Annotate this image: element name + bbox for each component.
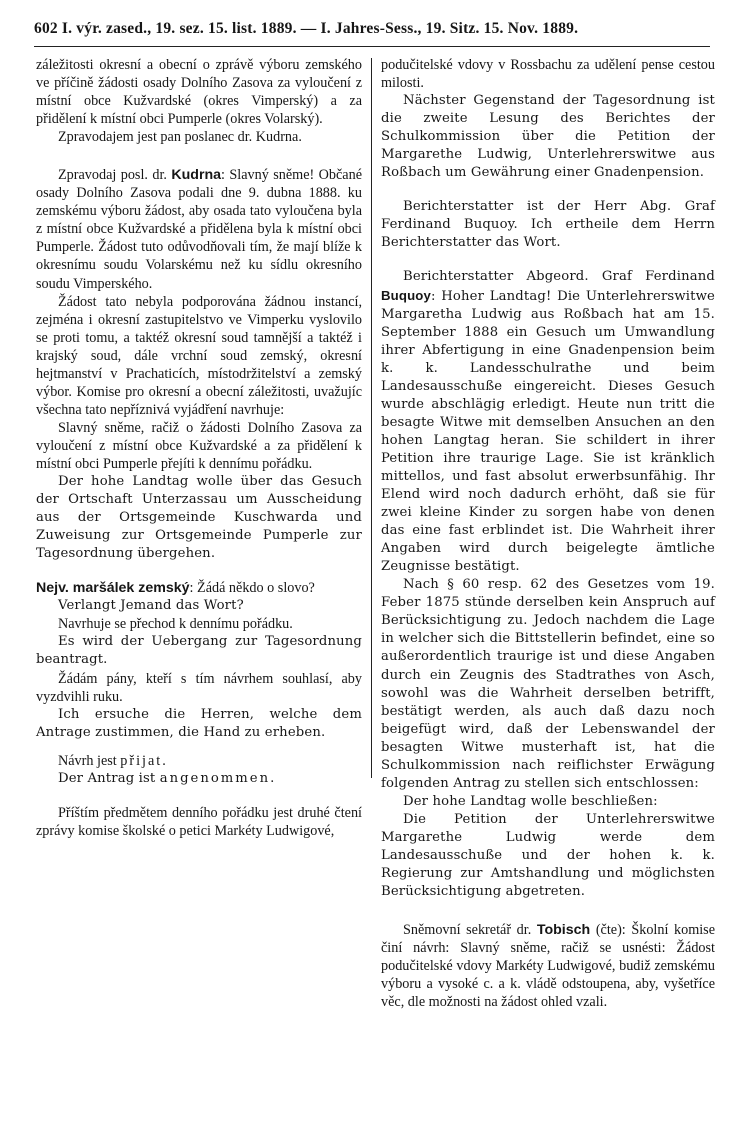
result-word: angenommen: [159, 770, 271, 786]
result-lead: Der Antrag ist: [58, 770, 156, 786]
paragraph-german: Berichterstatter ist der Herr Abg. Graf Ferdinand Buquoy. Ich ertheile dem Herrn Berichterstatter das Wort.: [381, 199, 715, 251]
speaker-lead: Zpravodaj posl. dr.: [58, 167, 167, 184]
speaker-paragraph: [381, 921, 715, 1011]
speech-text: : Žádá někdo o slovo?: [189, 580, 315, 597]
right-column: [381, 56, 715, 1011]
result-lead: Návrh jest: [58, 752, 117, 769]
result-word: přijat: [120, 752, 163, 769]
paragraph-german: Die Petition der Unterlehrerswitwe Margarethe Ludwig werde dem Landesausschuße und der hohen k. k. Regierung zur Amtshandlung und möglichsten Berücksichtigung abgetreten.: [381, 811, 715, 900]
speaker-lead: Berichterstatter Abgeord. Graf Ferdinand: [403, 269, 715, 285]
running-header: 602 I. výr. zased., 19. sez. 15. list. 1889. — I. Jahres-Sess., 19. Sitz. 15. Nov. 1889.: [34, 20, 579, 37]
speaker-paragraph: [36, 579, 362, 597]
result-line-german: Der Antrag ist angenommen.: [58, 770, 275, 786]
speech-text: (čte): Školní komise činí návrh: Slavný sněme, račiž se usnésti: Žádost podučitelské vdovy Markéty Ludwigové, budiž zemskému výboru a vysoké c. a k. vládě odstoupena, aby, vyšetříce věc, dle možnosti na žádost ohled vzali.: [381, 922, 715, 1011]
paragraph-german: Verlangt Jemand das Wort?: [58, 598, 244, 614]
paragraph-german: Ich ersuche die Herren, welche dem Antrage zustimmen, die Hand zu erheben.: [36, 706, 362, 740]
paragraph: Navrhuje se přechod k dennímu pořádku.: [58, 616, 293, 633]
speaker-name: Buquoy: [381, 287, 431, 303]
paragraph-german: Der hohe Landtag wolle über das Gesuch der Ortschaft Unterzassau um Ausscheidung aus der Ortsgemeinde Kuschwarda und Zuweisung zur Ortsgemeinde Pumperle zur Tagesordnung übergehen.: [36, 474, 362, 562]
speech-text: : Hoher Landtag! Die Unterlehrerswitwe Margaretha Ludwig aus Roßbach hat am 15. September 1888 ein Gesuch um Umwandlung ihrer Abfertigung in eine Gnadenpension beim k. k. Landesschulrathe und beim Landesausschuße eingereicht. Dieses Gesuch wurde abschlägig erledigt. Heute nun tritt die besagte Witwe mit demselben Ansuchen an den hohen Langtag heran. Sie schildert in ihrer Petition ihre traurige Lage. Sie ist kränklich mittellos, und fast absolut erwerbsunfähig. Ihr Elend wird noch dadurch erhöht, daß sie für zwei kleine Kinder zu sorgen habe von denen das eine fast erblindet ist. Die Wahrheit ihrer Angaben wird durch beigelegte ämtliche Zeugnisse bestätigt.: [381, 288, 715, 575]
column-divider: [371, 58, 372, 778]
speech-text: : Slavný sněme! Občané osady Dolního Zasova podali dne 9. dubna 1888. ku zemskému výboru žádost, aby osada tato vyloučena byla z místní obce Kužvardské a přidělena byla k místní obci Pumperle. Žádost tuto odůvodňovali tím, že mají blíže k okresnímu soudu Volarskému než ku sídlu okresního soudu Vimperského.: [36, 167, 362, 292]
speaker-paragraph: [36, 166, 362, 292]
paragraph: Žádám pány, kteří s tím návrhem souhlasí, aby vyzdvihli ruku.: [36, 670, 362, 705]
left-column: [36, 56, 362, 840]
paragraph: Žádost tato nebyla podporována žádnou instancí, zejména i okresní zastupitelstvo ve Vimperku vyslovilo se proti tomu, a taktéž okresní soud tamnější a taktéž i krajský soud, dále vrchní soud zemský, okresní hejtmanství v Prachaticích, místodržitelství a zemský výbor. Komise pro okresní a obecní záležitosti, uvažujíc všechna tato nepříznivá vyjádření navrhuje:: [36, 293, 362, 418]
header-rule: [34, 46, 710, 47]
result-line: Návrh jest přijat.: [58, 752, 166, 769]
paragraph-german: Der hohe Landtag wolle beschließen:: [403, 793, 658, 809]
paragraph-german: Nächster Gegenstand der Tagesordnung ist die zweite Lesung des Berichtes der Schulkommission über die Petition der Margarethe Ludwig, Unterlehrerswitwe aus Roßbach um Gewährung einer Gnadenpension.: [381, 93, 715, 181]
speaker-name: Kudrna: [171, 167, 222, 184]
paragraph: podučitelské vdovy v Rossbachu za udělení pense cestou milosti.: [381, 57, 715, 92]
paragraph-german: Es wird der Uebergang zur Tagesordnung beantragt.: [36, 634, 362, 668]
paragraph: Slavný sněme, račiž o žádosti Dolního Zasova za vyloučení z místní obce Kužvardské a za přidělení k místní obci Pumperle přejíti k dennímu pořádku.: [36, 419, 362, 472]
speaker-paragraph: [381, 268, 715, 576]
paragraph-german: Nach § 60 resp. 62 des Gesetzes vom 19. Feber 1875 stünde derselben kein Anspruch auf Berücksichtigung zu. Jedoch nachdem die Lage in welcher sich die Bittstellerin befindet, eine so außerordentlich traurige ist und diese Angaben durch ein Zeugnis des Stadtrathes von Asch, sowohl was die Wahrheit derselben betrifft, bestätigt werden, als auch daß dazu noch beigefügt wird, daß der Lebenswandel der besagten Witwe musterhaft ist, hat die Schulkommission nach reiflichster Erwägung folgenden Antrag zu stellen sich entschlossen:: [381, 577, 715, 791]
speaker-lead: Sněmovní sekretář dr.: [403, 922, 532, 939]
speaker-name: Nejv. maršálek zemský: [36, 580, 190, 597]
speaker-name: Tobisch: [536, 922, 591, 939]
paragraph: Zpravodajem jest pan poslanec dr. Kudrna.: [58, 129, 302, 146]
paragraph: Příštím předmětem denního pořádku jest druhé čtení zprávy komise školské o petici Markéty Ludwigové,: [36, 804, 362, 839]
paragraph: záležitosti okresní a obecní o zprávě výboru zemského ve příčině žádosti osady Dolního Zasova za vyloučení z místní obce Kužvardské (okres Vimperský) a za přidělení k místní obci Pumperle (okres Volarský).: [36, 57, 362, 128]
